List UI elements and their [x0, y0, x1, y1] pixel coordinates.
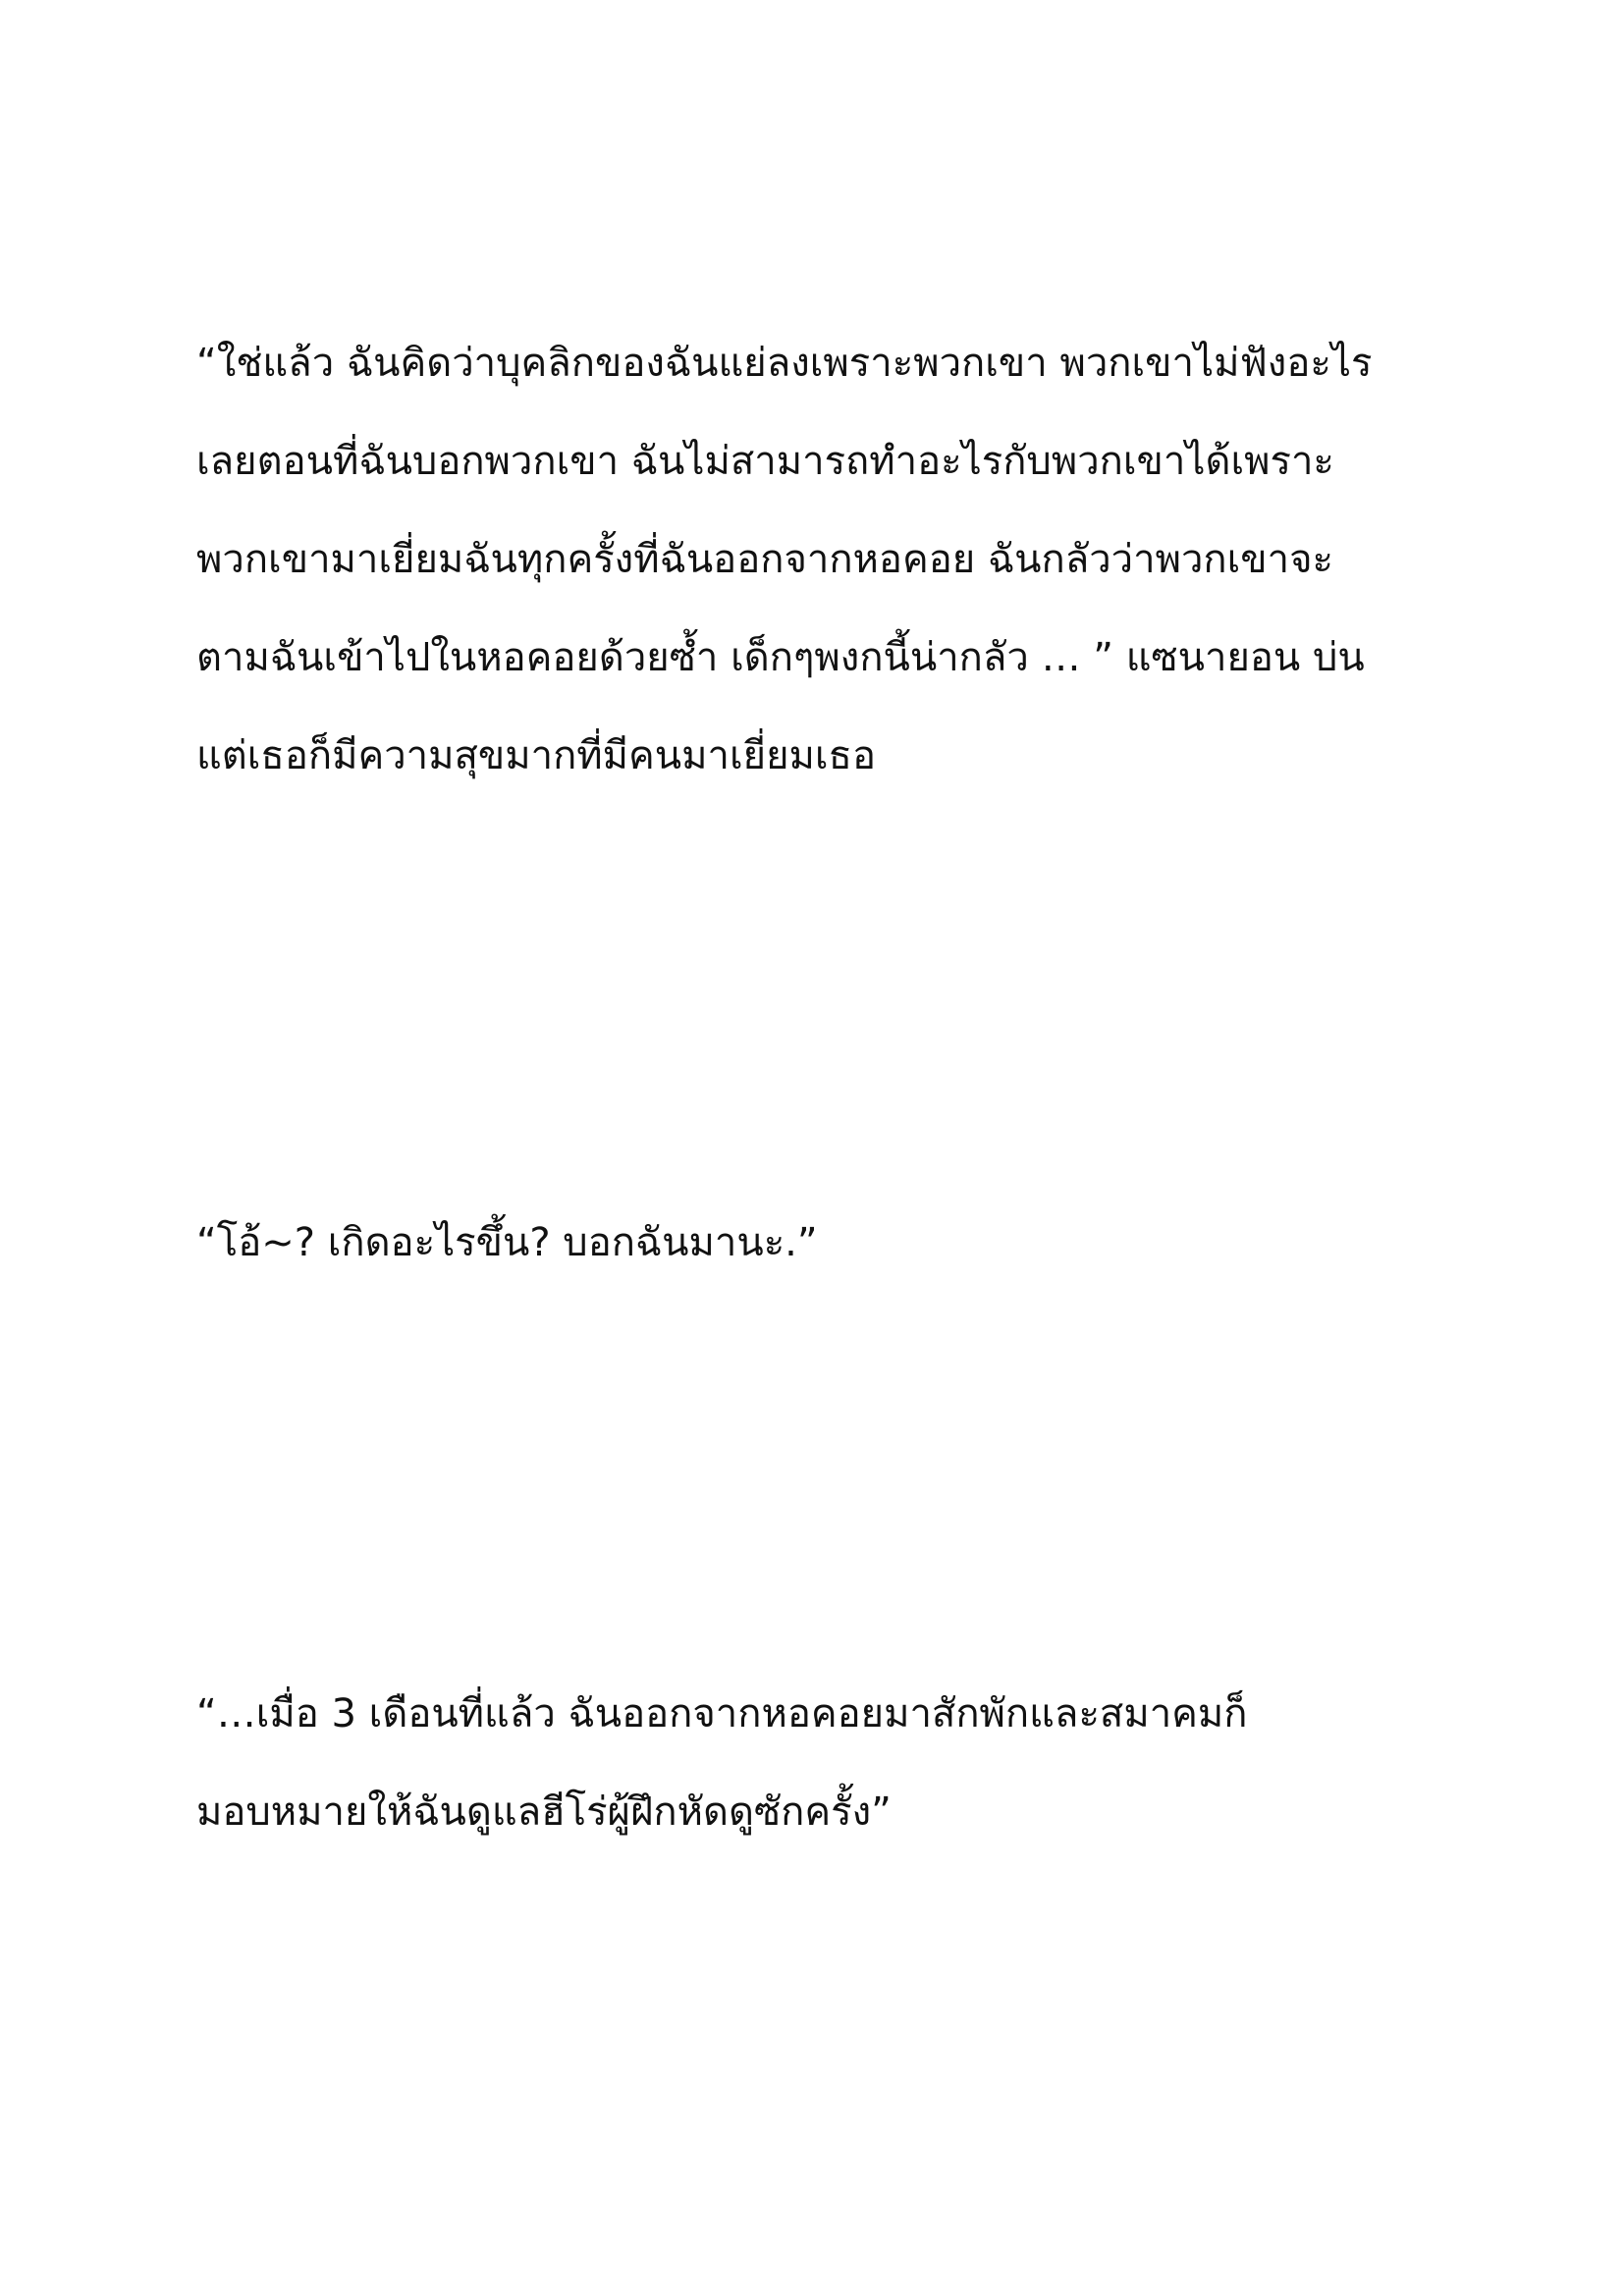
paragraph-line: “…เมื่อ 3 เดือนที่แล้ว ฉันออกจากหอคอยมาสักพักและสมาคมก็: [196, 1691, 1248, 1736]
paragraph-line: พวกเขามาเยี่ยมฉันทุกครั้งที่ฉันออกจากหอคอย ฉันกลัวว่าพวกเขาจะ: [196, 537, 1334, 582]
paragraph-3: [196, 1665, 1473, 1861]
paragraph-line: “โอ้~? เกิดอะไรขึ้น? บอกฉันมานะ.”: [196, 1220, 818, 1265]
paragraph-line: เลยตอนที่ฉันบอกพวกเขา ฉันไม่สามารถทำอะไรกับพวกเขาได้เพราะ: [196, 439, 1334, 484]
paragraph-2: [196, 1194, 1473, 1292]
paragraph-line: มอบหมายให้ฉันดูแลฮีโร่ผู้ฝึกหัดดูซักครั้ง”: [196, 1789, 892, 1835]
paragraph-line: ตามฉันเข้าไปในหอคอยด้วยซ้ำ เด็กๆพงกนี้น่ากลัว … ” แซนายอน บ่น: [196, 635, 1365, 680]
paragraph-line: แต่เธอก็มีความสุขมากที่มีคนมาเยี่ยมเธอ: [196, 733, 876, 778]
paragraph-line: “ใช่แล้ว ฉันคิดว่าบุคลิกของฉันแย่ลงเพราะพวกเขา พวกเขาไม่ฟังอะไร: [196, 341, 1373, 386]
paragraph-1: [196, 314, 1473, 805]
